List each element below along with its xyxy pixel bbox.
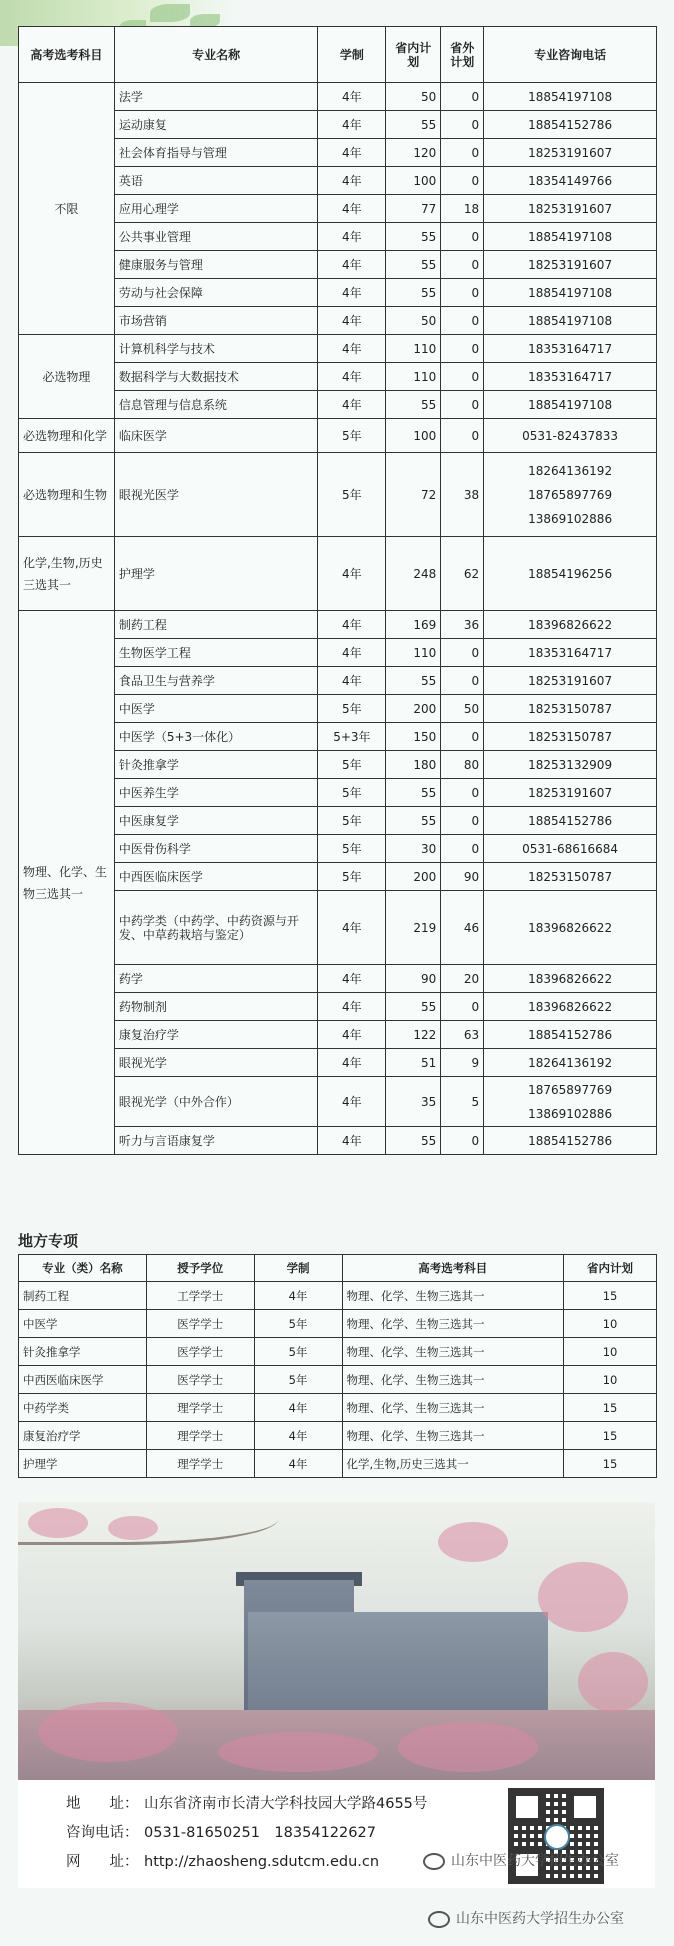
major-name-cell: 市场营销 [114, 307, 318, 335]
years-cell: 5年 [318, 453, 386, 537]
years-cell: 5年 [318, 751, 386, 779]
major-name-cell: 中医学（5+3一体化） [114, 723, 318, 751]
local-header-major: 专业（类）名称 [19, 1255, 147, 1282]
table-row [19, 453, 657, 537]
major-name-cell: 针灸推拿学 [114, 751, 318, 779]
major-name-cell: 中医康复学 [114, 807, 318, 835]
table-row [19, 835, 657, 863]
years-cell: 4年 [318, 1077, 386, 1127]
address-line [66, 1792, 427, 1813]
major-name-cell: 社会体育指导与管理 [114, 139, 318, 167]
out-plan-cell: 0 [441, 111, 484, 139]
years-cell: 4年 [318, 363, 386, 391]
table-row [19, 167, 657, 195]
out-plan-cell: 0 [441, 167, 484, 195]
address-value: 山东省济南市长清大学科技园大学路4655号 [144, 1796, 428, 1812]
in-plan-cell: 55 [386, 779, 441, 807]
years-cell: 5年 [318, 419, 386, 453]
in-plan-cell: 150 [386, 723, 441, 751]
local-years-cell: 4年 [254, 1422, 342, 1450]
phone-cell: 18253150787 [484, 723, 657, 751]
out-plan-cell: 0 [441, 779, 484, 807]
phone-cell: 18396826622 [484, 611, 657, 639]
phone-cell: 0531-68616684 [484, 835, 657, 863]
out-plan-cell: 62 [441, 537, 484, 611]
local-plan-cell: 10 [564, 1366, 657, 1394]
local-major-cell: 护理学 [19, 1450, 147, 1478]
bottom-watermark [428, 1908, 624, 1928]
major-name-cell: 公共事业管理 [114, 223, 318, 251]
table-row [19, 139, 657, 167]
phone-cell: 18854152786 [484, 1127, 657, 1155]
local-header-subjects: 高考选考科目 [342, 1255, 564, 1282]
in-plan-cell: 50 [386, 83, 441, 111]
in-plan-cell: 90 [386, 965, 441, 993]
out-plan-cell: 0 [441, 391, 484, 419]
phone-cell: 18854197108 [484, 391, 657, 419]
years-cell: 4年 [318, 537, 386, 611]
table-row [19, 335, 657, 363]
major-name-cell: 劳动与社会保障 [114, 279, 318, 307]
local-major-cell: 针灸推拿学 [19, 1338, 147, 1366]
local-years-cell: 4年 [254, 1394, 342, 1422]
years-cell: 4年 [318, 1021, 386, 1049]
major-name-cell: 药物制剂 [114, 993, 318, 1021]
in-plan-cell: 200 [386, 695, 441, 723]
in-plan-cell: 77 [386, 195, 441, 223]
out-plan-cell: 5 [441, 1077, 484, 1127]
local-table-row [19, 1282, 657, 1310]
years-cell: 4年 [318, 1127, 386, 1155]
local-header-degree: 授予学位 [146, 1255, 254, 1282]
years-cell: 5+3年 [318, 723, 386, 751]
in-plan-cell: 55 [386, 667, 441, 695]
in-plan-cell: 169 [386, 611, 441, 639]
table-row [19, 307, 657, 335]
phone-cell: 18854196256 [484, 537, 657, 611]
phone-cell: 18765897769 13869102886 [484, 1077, 657, 1127]
in-plan-cell: 248 [386, 537, 441, 611]
local-major-cell: 制药工程 [19, 1282, 147, 1310]
major-name-cell: 英语 [114, 167, 318, 195]
degree-cell: 医学学士 [146, 1366, 254, 1394]
major-name-cell: 康复治疗学 [114, 1021, 318, 1049]
table-row [19, 419, 657, 453]
table-row [19, 83, 657, 111]
table-row [19, 723, 657, 751]
out-plan-cell: 0 [441, 419, 484, 453]
local-table-row [19, 1450, 657, 1478]
out-plan-cell: 9 [441, 1049, 484, 1077]
local-years-cell: 5年 [254, 1366, 342, 1394]
out-plan-cell: 0 [441, 723, 484, 751]
header-major: 专业名称 [114, 27, 318, 83]
table-row [19, 1127, 657, 1155]
years-cell: 4年 [318, 391, 386, 419]
header-in-plan: 省内计划 [386, 27, 441, 83]
phone-cell: 18253191607 [484, 779, 657, 807]
table-row [19, 751, 657, 779]
major-name-cell: 中医骨伤科学 [114, 835, 318, 863]
local-subjects-cell: 物理、化学、生物三选其一 [342, 1282, 564, 1310]
local-plan-cell: 10 [564, 1338, 657, 1366]
table-row [19, 251, 657, 279]
table-row [19, 537, 657, 611]
years-cell: 4年 [318, 1049, 386, 1077]
degree-cell: 理学学士 [146, 1422, 254, 1450]
phone-cell: 18253191607 [484, 195, 657, 223]
local-major-cell: 中药学类 [19, 1394, 147, 1422]
phone-cell: 18396826622 [484, 993, 657, 1021]
out-plan-cell: 0 [441, 993, 484, 1021]
phone-cell: 18253150787 [484, 863, 657, 891]
out-plan-cell: 90 [441, 863, 484, 891]
phone-cell: 18854197108 [484, 307, 657, 335]
degree-cell: 工学学士 [146, 1282, 254, 1310]
out-plan-cell: 18 [441, 195, 484, 223]
table-row [19, 223, 657, 251]
table-row [19, 891, 657, 965]
table-row [19, 1077, 657, 1127]
major-name-cell: 数据科学与大数据技术 [114, 363, 318, 391]
in-plan-cell: 50 [386, 307, 441, 335]
years-cell: 4年 [318, 83, 386, 111]
admission-plan-table [18, 26, 657, 1155]
years-cell: 4年 [318, 111, 386, 139]
in-plan-cell: 72 [386, 453, 441, 537]
phone-label: 咨询电话： [66, 1825, 139, 1841]
address-label: 地 址： [66, 1796, 139, 1812]
local-table-row [19, 1338, 657, 1366]
local-section-title: 地方专项 [18, 1232, 79, 1250]
years-cell: 4年 [318, 891, 386, 965]
major-name-cell: 中医学 [114, 695, 318, 723]
out-plan-cell: 38 [441, 453, 484, 537]
in-plan-cell: 55 [386, 223, 441, 251]
table-row [19, 993, 657, 1021]
out-plan-cell: 0 [441, 223, 484, 251]
years-cell: 4年 [318, 251, 386, 279]
years-cell: 4年 [318, 639, 386, 667]
phone-cell: 18253150787 [484, 695, 657, 723]
campus-photo [18, 1502, 655, 1780]
inner-watermark [423, 1850, 619, 1870]
in-plan-cell: 35 [386, 1077, 441, 1127]
phone-cell: 18253191607 [484, 667, 657, 695]
out-plan-cell: 0 [441, 807, 484, 835]
phone-cell: 18396826622 [484, 891, 657, 965]
wechat-icon [423, 1853, 445, 1870]
years-cell: 5年 [318, 807, 386, 835]
local-major-cell: 中西医临床医学 [19, 1366, 147, 1394]
wechat-icon [428, 1911, 450, 1928]
in-plan-cell: 30 [386, 835, 441, 863]
in-plan-cell: 55 [386, 1127, 441, 1155]
major-name-cell: 中西医临床医学 [114, 863, 318, 891]
table-row [19, 195, 657, 223]
local-plan-cell: 15 [564, 1282, 657, 1310]
local-years-cell: 5年 [254, 1310, 342, 1338]
major-name-cell: 制药工程 [114, 611, 318, 639]
major-name-cell: 护理学 [114, 537, 318, 611]
web-label: 网 址： [66, 1854, 139, 1870]
out-plan-cell: 0 [441, 139, 484, 167]
local-table-row [19, 1394, 657, 1422]
subject-cell: 化学,生物,历史三选其一 [19, 537, 115, 611]
in-plan-cell: 55 [386, 807, 441, 835]
table-row [19, 695, 657, 723]
phone-cell: 18396826622 [484, 965, 657, 993]
major-name-cell: 中药学类（中药学、中药资源与开发、中草药栽培与鉴定） [114, 891, 318, 965]
years-cell: 4年 [318, 195, 386, 223]
out-plan-cell: 0 [441, 639, 484, 667]
major-name-cell: 运动康复 [114, 111, 318, 139]
years-cell: 5年 [318, 695, 386, 723]
web-link[interactable]: http://zhaosheng.sdutcm.edu.cn [144, 1854, 380, 1870]
table-row [19, 965, 657, 993]
phone-cell: 18253191607 [484, 251, 657, 279]
table-row [19, 807, 657, 835]
years-cell: 4年 [318, 965, 386, 993]
local-subjects-cell: 物理、化学、生物三选其一 [342, 1394, 564, 1422]
header-out-plan: 省外计划 [441, 27, 484, 83]
in-plan-cell: 55 [386, 279, 441, 307]
bottom-watermark-text: 山东中医药大学招生办公室 [456, 1911, 624, 1927]
in-plan-cell: 55 [386, 391, 441, 419]
phone-cell: 18353164717 [484, 335, 657, 363]
major-name-cell: 药学 [114, 965, 318, 993]
out-plan-cell: 0 [441, 335, 484, 363]
out-plan-cell: 0 [441, 279, 484, 307]
local-table-row [19, 1310, 657, 1338]
major-name-cell: 听力与言语康复学 [114, 1127, 318, 1155]
major-name-cell: 中医养生学 [114, 779, 318, 807]
in-plan-cell: 110 [386, 363, 441, 391]
in-plan-cell: 122 [386, 1021, 441, 1049]
phone-cell: 18253132909 [484, 751, 657, 779]
out-plan-cell: 36 [441, 611, 484, 639]
local-plan-cell: 15 [564, 1394, 657, 1422]
out-plan-cell: 50 [441, 695, 484, 723]
header-phone: 专业咨询电话 [484, 27, 657, 83]
major-name-cell: 健康服务与管理 [114, 251, 318, 279]
degree-cell: 医学学士 [146, 1338, 254, 1366]
phone-cell: 0531-82437833 [484, 419, 657, 453]
local-subjects-cell: 物理、化学、生物三选其一 [342, 1310, 564, 1338]
in-plan-cell: 100 [386, 419, 441, 453]
out-plan-cell: 63 [441, 1021, 484, 1049]
out-plan-cell: 0 [441, 667, 484, 695]
local-subjects-cell: 物理、化学、生物三选其一 [342, 1422, 564, 1450]
local-major-cell: 中医学 [19, 1310, 147, 1338]
local-plan-cell: 10 [564, 1310, 657, 1338]
table-row [19, 391, 657, 419]
web-line [66, 1850, 379, 1871]
phone-cell: 18854197108 [484, 279, 657, 307]
local-table-row [19, 1366, 657, 1394]
local-header-years: 学制 [254, 1255, 342, 1282]
in-plan-cell: 110 [386, 639, 441, 667]
local-subjects-cell: 物理、化学、生物三选其一 [342, 1338, 564, 1366]
in-plan-cell: 200 [386, 863, 441, 891]
degree-cell: 理学学士 [146, 1450, 254, 1478]
in-plan-cell: 219 [386, 891, 441, 965]
years-cell: 4年 [318, 139, 386, 167]
table-row [19, 611, 657, 639]
in-plan-cell: 55 [386, 251, 441, 279]
major-name-cell: 法学 [114, 83, 318, 111]
phone-line [66, 1821, 376, 1842]
local-plan-table [18, 1254, 657, 1478]
local-plan-cell: 15 [564, 1450, 657, 1478]
in-plan-cell: 110 [386, 335, 441, 363]
phone-cell: 18854197108 [484, 83, 657, 111]
table-row [19, 111, 657, 139]
major-name-cell: 信息管理与信息系统 [114, 391, 318, 419]
years-cell: 5年 [318, 835, 386, 863]
major-name-cell: 临床医学 [114, 419, 318, 453]
phone-cell: 18854152786 [484, 1021, 657, 1049]
in-plan-cell: 55 [386, 111, 441, 139]
out-plan-cell: 0 [441, 835, 484, 863]
table-row [19, 279, 657, 307]
contact-panel [18, 1780, 655, 1888]
table-row [19, 639, 657, 667]
inner-watermark-text: 山东中医药大学招生办公室 [451, 1853, 619, 1869]
years-cell: 4年 [318, 335, 386, 363]
years-cell: 4年 [318, 279, 386, 307]
table-row [19, 363, 657, 391]
local-subjects-cell: 化学,生物,历史三选其一 [342, 1450, 564, 1478]
out-plan-cell: 0 [441, 83, 484, 111]
degree-cell: 理学学士 [146, 1394, 254, 1422]
years-cell: 5年 [318, 779, 386, 807]
major-name-cell: 计算机科学与技术 [114, 335, 318, 363]
major-name-cell: 生物医学工程 [114, 639, 318, 667]
phone-cell: 18353164717 [484, 639, 657, 667]
phone-value: 0531-81650251 18354122627 [144, 1825, 376, 1841]
local-years-cell: 4年 [254, 1450, 342, 1478]
years-cell: 4年 [318, 223, 386, 251]
table-row [19, 863, 657, 891]
header-subject: 高考选考科目 [19, 27, 115, 83]
in-plan-cell: 55 [386, 993, 441, 1021]
major-name-cell: 眼视光学（中外合作） [114, 1077, 318, 1127]
major-name-cell: 应用心理学 [114, 195, 318, 223]
table-row [19, 1021, 657, 1049]
local-major-cell: 康复治疗学 [19, 1422, 147, 1450]
in-plan-cell: 180 [386, 751, 441, 779]
out-plan-cell: 20 [441, 965, 484, 993]
years-cell: 4年 [318, 667, 386, 695]
in-plan-cell: 120 [386, 139, 441, 167]
phone-cell: 18354149766 [484, 167, 657, 195]
degree-cell: 医学学士 [146, 1310, 254, 1338]
major-name-cell: 眼视光学 [114, 1049, 318, 1077]
table-row [19, 1049, 657, 1077]
out-plan-cell: 46 [441, 891, 484, 965]
major-name-cell: 食品卫生与营养学 [114, 667, 318, 695]
phone-cell: 18253191607 [484, 139, 657, 167]
phone-cell: 18854152786 [484, 111, 657, 139]
phone-cell: 18353164717 [484, 363, 657, 391]
subject-cell: 物理、化学、生物三选其一 [19, 611, 115, 1155]
subject-cell: 必选物理和化学 [19, 419, 115, 453]
years-cell: 4年 [318, 167, 386, 195]
table-row [19, 779, 657, 807]
subject-cell: 必选物理 [19, 335, 115, 419]
subject-cell: 不限 [19, 83, 115, 335]
local-years-cell: 5年 [254, 1338, 342, 1366]
out-plan-cell: 0 [441, 1127, 484, 1155]
local-table-row [19, 1422, 657, 1450]
subject-cell: 必选物理和生物 [19, 453, 115, 537]
header-years: 学制 [318, 27, 386, 83]
local-years-cell: 4年 [254, 1282, 342, 1310]
years-cell: 5年 [318, 863, 386, 891]
local-header-plan: 省内计划 [564, 1255, 657, 1282]
phone-cell: 18264136192 [484, 1049, 657, 1077]
major-name-cell: 眼视光医学 [114, 453, 318, 537]
out-plan-cell: 80 [441, 751, 484, 779]
phone-cell: 18854152786 [484, 807, 657, 835]
phone-cell: 18264136192 18765897769 13869102886 [484, 453, 657, 537]
phone-cell: 18854197108 [484, 223, 657, 251]
years-cell: 4年 [318, 993, 386, 1021]
years-cell: 4年 [318, 307, 386, 335]
out-plan-cell: 0 [441, 363, 484, 391]
years-cell: 4年 [318, 611, 386, 639]
in-plan-cell: 51 [386, 1049, 441, 1077]
local-plan-cell: 15 [564, 1422, 657, 1450]
out-plan-cell: 0 [441, 307, 484, 335]
in-plan-cell: 100 [386, 167, 441, 195]
table-row [19, 667, 657, 695]
out-plan-cell: 0 [441, 251, 484, 279]
local-subjects-cell: 物理、化学、生物三选其一 [342, 1366, 564, 1394]
